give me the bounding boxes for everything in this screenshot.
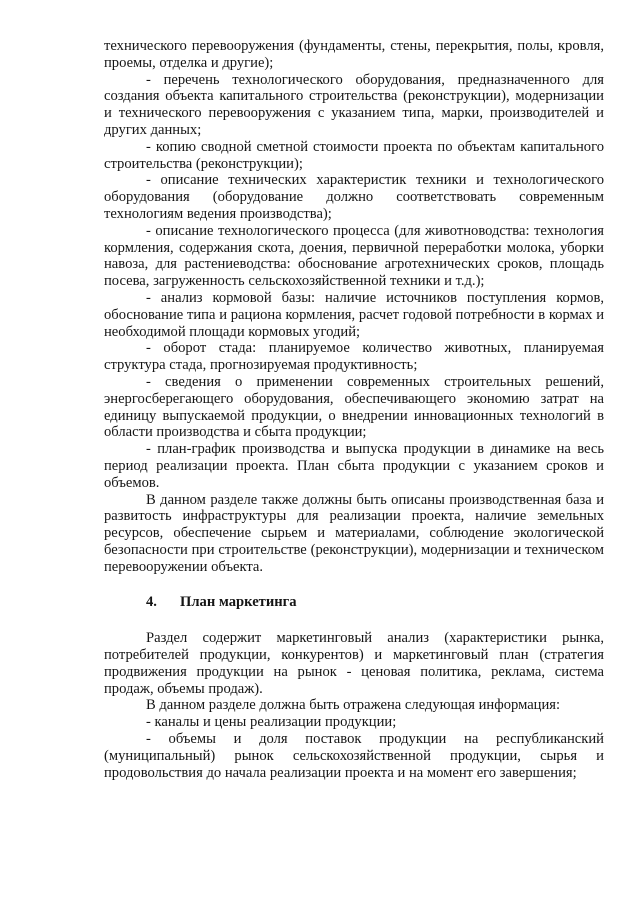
section-title: План маркетинга [180, 593, 297, 610]
list-item-equipment: - перечень технологического оборудования, предназначенного для создания объекта капитального строительства (реконструкции), модернизации и технического перевооружения с указанием типа, марки, производителей и других данных; [104, 71, 604, 138]
list-item-volumes: - объемы и доля поставок продукции на республиканский (муниципальный) рынок сельскохозяйственной продукции, сырья и продовольствия до начала реализации проекта и на момент его завершения; [104, 731, 604, 781]
marketing-intro-paragraph: Раздел содержит маркетинговый анализ (характеристики рынка, потребителей продукции, конкурентов) и маркетинговый план (стратегия продвижения продукции на рынок - ценовая политика, реклама, система продаж, объемы продаж). [104, 630, 604, 697]
list-item-innovation: - сведения о применении современных строительных решений, энергосберегающего оборудования, обеспечивающего экономию затрат на единицу выпускаемой продукции, о внедрении инновационных технологий в области производства и сбыта продукции; [104, 373, 604, 441]
list-item-process: - описание технологического процесса (для животноводства: технология кормления, содержания скота, доения, первичной переработки молока, уборки навоза, для растениеводства: обоснование агротехнических сроков, площадь посева, загруженность сельскохозяйственной техники и т.д.); [104, 222, 604, 290]
section-number: 4. [146, 593, 157, 610]
list-item-tech-specs: - описание технических характеристик техники и технологического оборудования (оборудование должно соответствовать современным технологиям ведения производства); [104, 172, 604, 222]
continuation-paragraph: технического перевооружения (фундаменты, стены, перекрытия, полы, кровля, проемы, отделка и другие); [104, 38, 604, 71]
marketing-info-lead: В данном разделе должна быть отражена следующая информация: [146, 697, 561, 714]
list-item-feed-base: - анализ кормовой базы: наличие источников поступления кормов, обоснование типа и рациона кормления, расчет годовой потребности в кормах и необходимой площади кормовых угодий; [104, 289, 604, 340]
list-item-cost-estimate: - копию сводной сметной стоимости проекта по объектам капитального строительства (реконструкции); [104, 138, 604, 172]
list-item-herd: - оборот стада: планируемое количество животных, планируемая структура стада, прогнозируемая продуктивность; [104, 340, 604, 374]
document-page [104, 38, 604, 781]
list-item-channels: - каналы и цены реализации продукции; [146, 714, 397, 731]
section-summary-paragraph: В данном разделе также должны быть описаны производственная база и развитость инфраструктуры для реализации проекта, наличие земельных ресурсов, обеспечение сырьем и материалами, соблюдение экологической безопасности при строительстве (реконструкции), модернизации и техническом перевооружении объекта. [104, 491, 604, 575]
list-item-schedule: - план-график производства и выпуска продукции в динамике на весь период реализации проекта. План сбыта продукции с указанием сроков и объемов. [104, 441, 604, 491]
section-heading [104, 594, 604, 611]
